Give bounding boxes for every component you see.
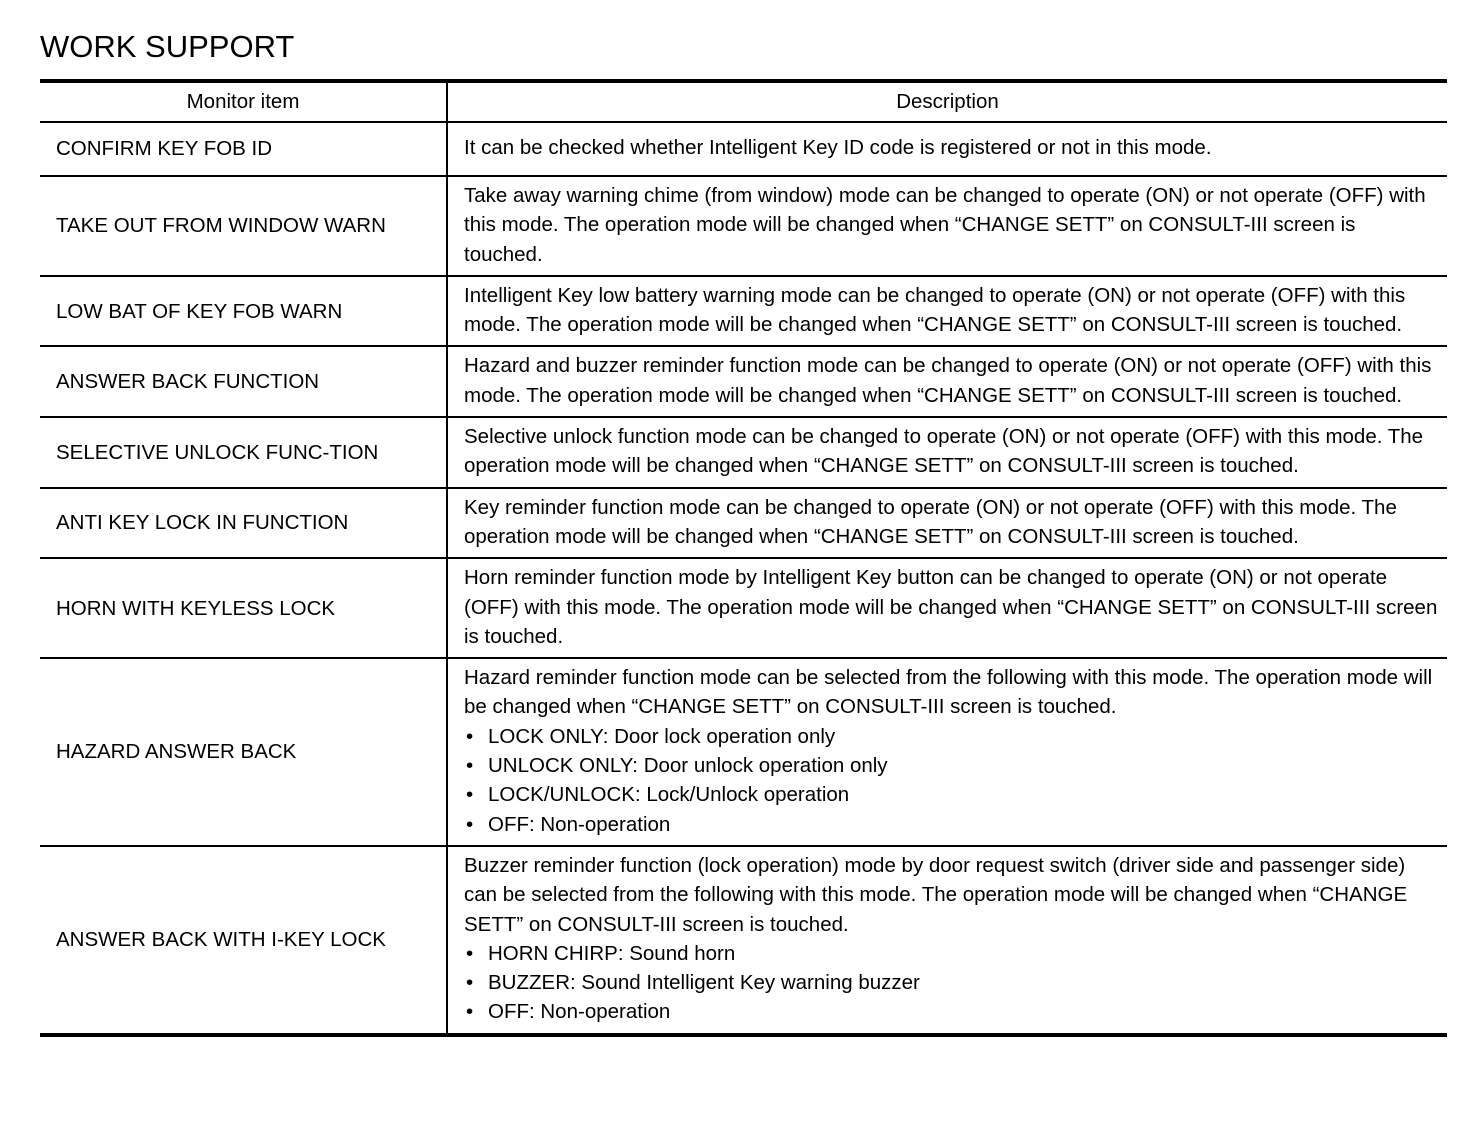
description-cell: Key reminder function mode can be changed to operate (ON) or not operate (OFF) with this mode. The operation mode will be changed when “CHANGE SETT” on CONSULT-III screen is touched. [447, 488, 1447, 559]
option-list [464, 722, 1439, 839]
description-cell: Take away warning chime (from window) mode can be changed to operate (ON) or not operate (OFF) with this mode. The operation mode will be changed when “CHANGE SETT” on CONSULT-III screen is touched. [447, 176, 1447, 276]
table-header-row [40, 81, 1447, 122]
monitor-item-cell: SELECTIVE UNLOCK FUNC-TION [40, 417, 447, 488]
description-cell: Hazard and buzzer reminder function mode can be changed to operate (ON) or not operate (OFF) with this mode. The operation mode will be changed when “CHANGE SETT” on CONSULT-III screen is touched. [447, 346, 1447, 417]
table-row [40, 658, 1447, 846]
monitor-item-cell: HORN WITH KEYLESS LOCK [40, 558, 447, 658]
table-row [40, 846, 1447, 1035]
description-cell: Horn reminder function mode by Intelligent Key button can be changed to operate (ON) or not operate (OFF) with this mode. The operation mode will be changed when “CHANGE SETT” on CONSULT-III screen is touched. [447, 558, 1447, 658]
option-item: • LOCK ONLY: Door lock operation only [464, 722, 1439, 751]
page-title: WORK SUPPORT [40, 28, 295, 64]
description-cell: Selective unlock function mode can be changed to operate (ON) or not operate (OFF) with this mode. The operation mode will be changed when “CHANGE SETT” on CONSULT-III screen is touched. [447, 417, 1447, 488]
header-monitor-item: Monitor item [40, 81, 447, 122]
option-item: • OFF: Non-operation [464, 810, 1439, 839]
option-item: • BUZZER: Sound Intelligent Key warning buzzer [464, 968, 1439, 997]
option-item: • OFF: Non-operation [464, 997, 1439, 1026]
monitor-item-cell: ANTI KEY LOCK IN FUNCTION [40, 488, 447, 559]
monitor-item-cell: HAZARD ANSWER BACK [40, 658, 447, 846]
monitor-item-cell: TAKE OUT FROM WINDOW WARN [40, 176, 447, 276]
description-text: Hazard reminder function mode can be selected from the following with this mode. The operation mode will be changed when “CHANGE SETT” on CONSULT-III screen is touched. [464, 666, 1433, 719]
monitor-item-cell: LOW BAT OF KEY FOB WARN [40, 276, 447, 347]
description-cell [447, 846, 1447, 1035]
description-cell: It can be checked whether Intelligent Key ID code is registered or not in this mode. [447, 122, 1447, 176]
table-row [40, 122, 1447, 176]
monitor-item-cell: CONFIRM KEY FOB ID [40, 122, 447, 176]
table-row [40, 176, 1447, 276]
option-item: • LOCK/UNLOCK: Lock/Unlock operation [464, 780, 1439, 809]
table-row [40, 417, 1447, 488]
monitor-item-cell: ANSWER BACK WITH I-KEY LOCK [40, 846, 447, 1035]
table-row [40, 276, 1447, 347]
work-support-table [40, 79, 1447, 1037]
option-item: • HORN CHIRP: Sound horn [464, 939, 1439, 968]
description-cell: Intelligent Key low battery warning mode can be changed to operate (ON) or not operate (OFF) with this mode. The operation mode will be changed when “CHANGE SETT” on CONSULT-III screen is touched. [447, 276, 1447, 347]
table-row [40, 488, 1447, 559]
header-description: Description [447, 81, 1447, 122]
description-cell [447, 658, 1447, 846]
option-list [464, 939, 1439, 1027]
option-item: • UNLOCK ONLY: Door unlock operation only [464, 751, 1439, 780]
description-text: Buzzer reminder function (lock operation) mode by door request switch (driver side and passenger side) can be selected from the following with this mode. The operation mode will be changed when “CHANGE SETT” on CONSULT-III screen is touched. [464, 853, 1408, 936]
monitor-item-cell: ANSWER BACK FUNCTION [40, 346, 447, 417]
table-row [40, 346, 1447, 417]
table-row [40, 558, 1447, 658]
